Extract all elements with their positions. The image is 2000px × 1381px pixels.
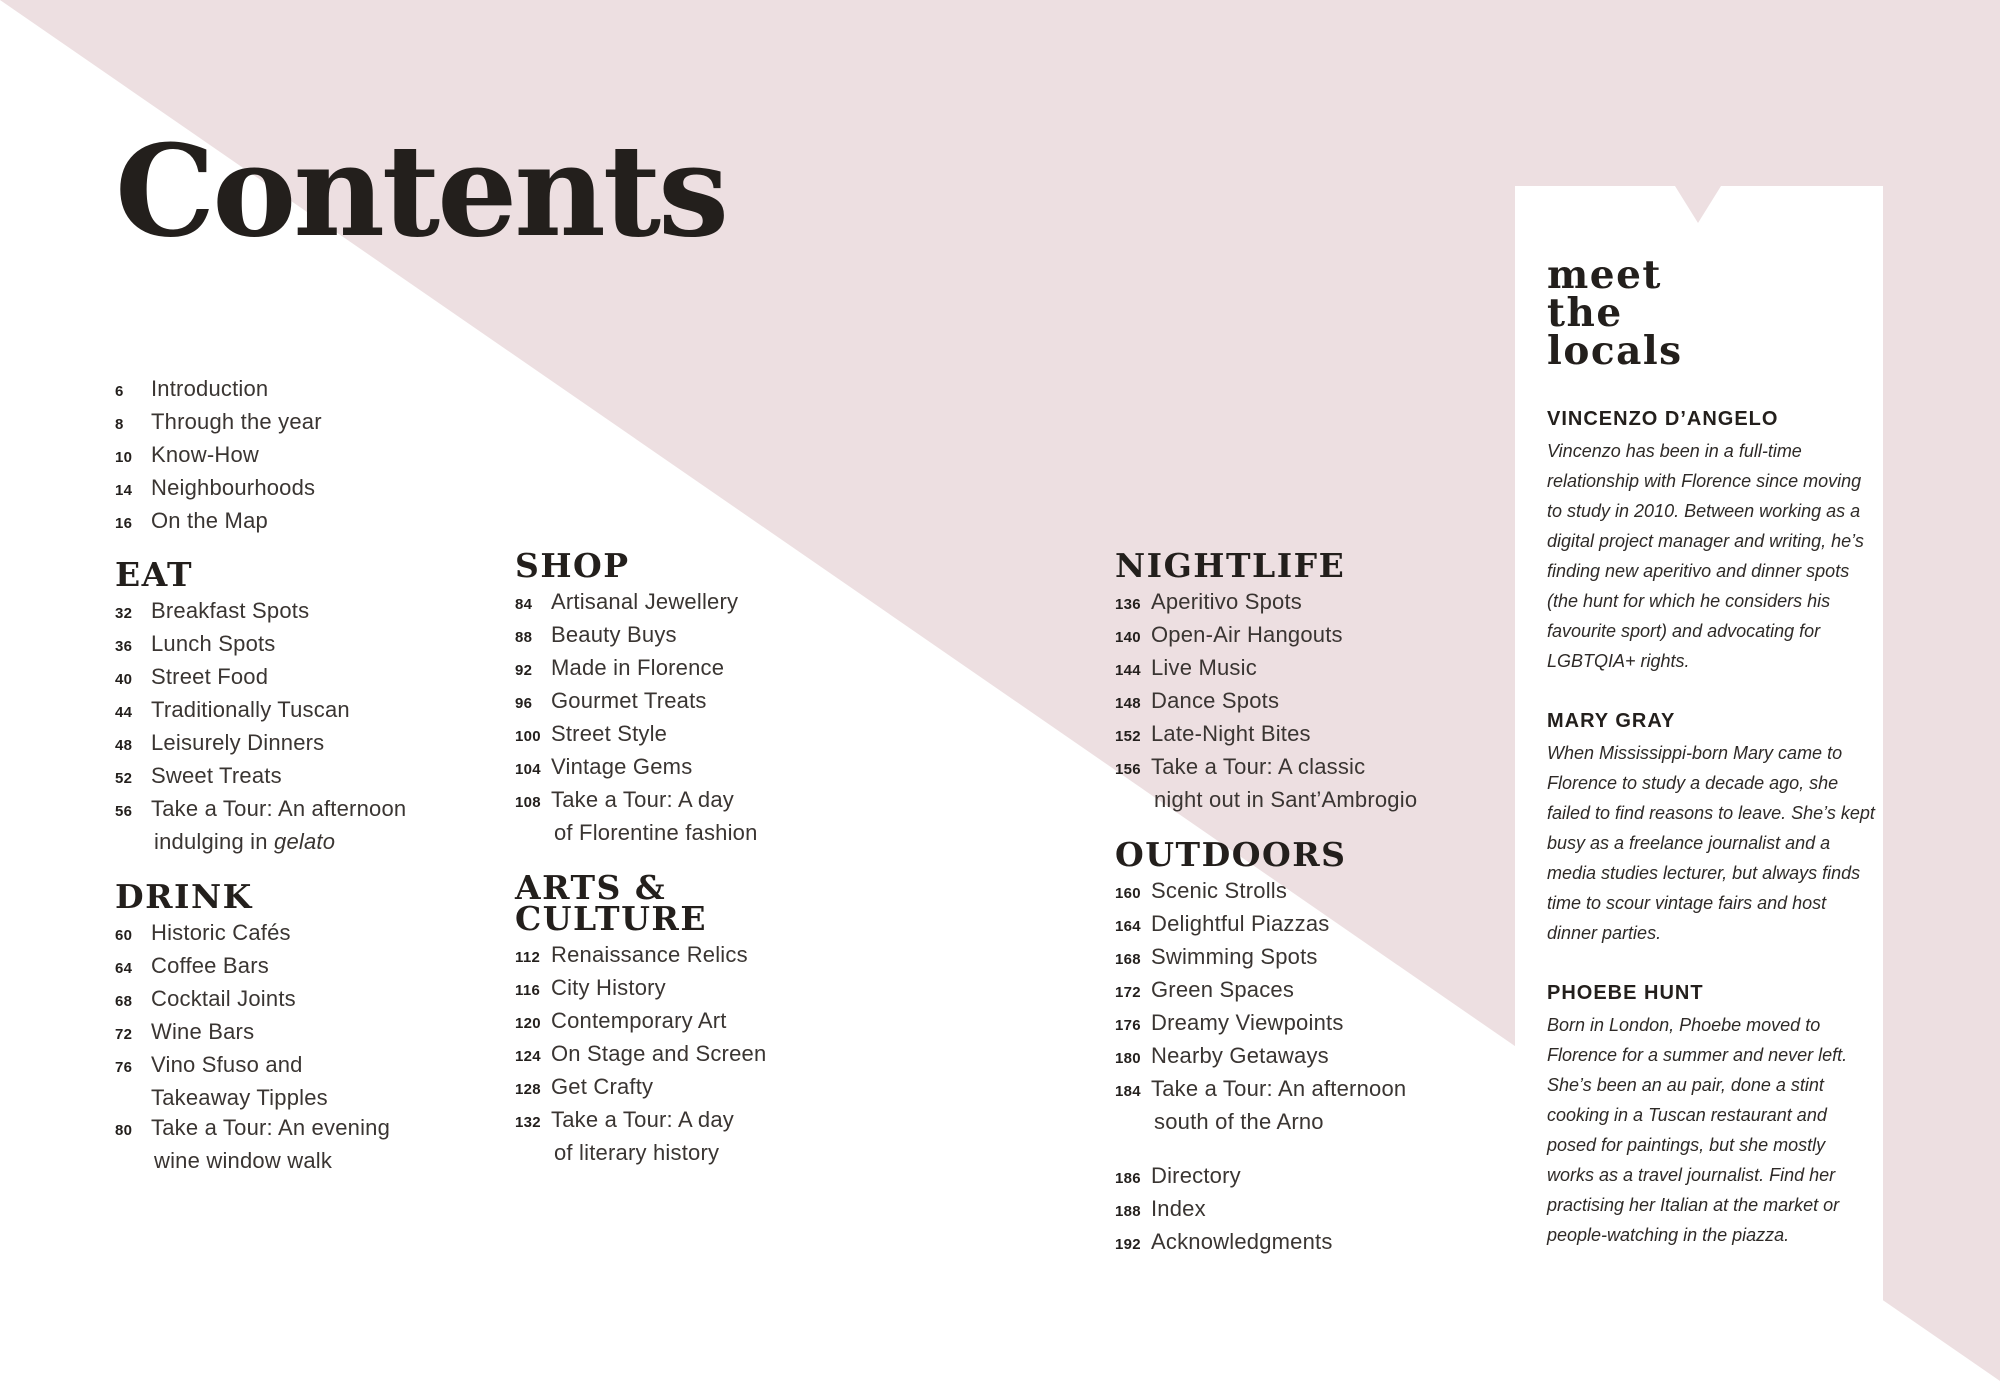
entry-label: Vintage Gems (551, 754, 693, 779)
page-number: 104 (515, 761, 541, 778)
toc-entry[interactable] (515, 686, 766, 719)
entry-label: Leisurely Dinners (151, 730, 325, 755)
toc-entry[interactable] (515, 1039, 766, 1072)
entry-label: Lunch Spots (151, 631, 276, 656)
intro-list (115, 374, 406, 539)
local-profile (1547, 406, 1877, 676)
entry-label-continued: south of the Arno (1154, 1109, 1324, 1134)
page-number: 128 (515, 1081, 541, 1098)
toc-entry[interactable] (1115, 1227, 1417, 1260)
toc-entry-continuation (115, 1146, 406, 1176)
entry-label: Sweet Treats (151, 763, 282, 788)
toc-entry[interactable] (115, 440, 406, 473)
toc-entry[interactable] (115, 1113, 406, 1146)
entry-label: Get Crafty (551, 1074, 654, 1099)
page-number: 76 (115, 1059, 133, 1076)
entry-label: On Stage and Screen (551, 1041, 767, 1066)
entry-label: Through the year (151, 409, 322, 434)
toc-entry[interactable] (115, 629, 406, 662)
heading-line: CULTURE (515, 899, 707, 938)
page-number: 120 (515, 1015, 541, 1032)
page-number: 188 (1115, 1203, 1141, 1220)
continuation-text: indulging in (154, 829, 275, 854)
entry-label: Contemporary Art (551, 1008, 727, 1033)
heading-line: locals (1547, 328, 1683, 374)
page-number: 56 (115, 803, 133, 820)
page-number: 84 (515, 596, 533, 613)
heading-line: ARTS & (515, 868, 667, 907)
toc-entry[interactable] (515, 620, 766, 653)
contents-column-1 (115, 374, 406, 1200)
entry-label: Renaissance Relics (551, 942, 748, 967)
page-number: 152 (1115, 728, 1141, 745)
toc-entry[interactable] (515, 653, 766, 686)
toc-entry[interactable] (1115, 1194, 1417, 1227)
entry-label: Directory (1151, 1163, 1241, 1188)
entry-label: Gourmet Treats (551, 688, 707, 713)
local-name: MARY GRAY (1547, 710, 1676, 732)
page-number: 124 (515, 1048, 541, 1065)
toc-entry[interactable] (1115, 909, 1417, 942)
entry-label: Acknowledgments (1151, 1229, 1333, 1254)
entry-label: Take a Tour: An afternoon (1151, 1076, 1407, 1101)
toc-entry[interactable] (1115, 587, 1417, 620)
toc-entry[interactable] (515, 1105, 766, 1138)
toc-entry[interactable] (115, 951, 406, 984)
entry-label-continued: night out in Sant’Ambrogio (1154, 787, 1418, 812)
page-number: 36 (115, 638, 133, 655)
toc-entry[interactable] (1115, 1041, 1417, 1074)
toc-entry[interactable] (115, 473, 406, 506)
entry-label: Breakfast Spots (151, 598, 310, 623)
local-bio: Born in London, Phoebe moved to Florence for a summer and never left. She’s been an au pair, done a stint cooking in a Tuscan restaurant and posed for paintings, but she mostly works as a travel journalist. Find her practising her Italian at the market or people-watching in the piazza. (1547, 1015, 1848, 1245)
page-number: 16 (115, 515, 133, 532)
page-number: 172 (1115, 984, 1141, 1001)
entry-label: Index (1151, 1196, 1206, 1221)
entry-label: Dance Spots (1151, 688, 1280, 713)
entry-label-continued (154, 827, 335, 857)
page-number: 52 (115, 770, 133, 787)
toc-entry[interactable] (115, 374, 406, 407)
entry-label: Historic Cafés (151, 920, 291, 945)
local-profile (1547, 980, 1877, 1250)
entry-label: Dreamy Viewpoints (1151, 1010, 1344, 1035)
toc-entry[interactable] (1115, 942, 1417, 975)
nightlife-section (1115, 546, 1418, 815)
toc-entry[interactable] (515, 973, 766, 1006)
toc-entry-continuation (515, 1138, 766, 1168)
entry-label: Know-How (151, 442, 259, 467)
entry-label: Take a Tour: A classic (1151, 754, 1366, 779)
entry-label: Artisanal Jewellery (551, 589, 739, 614)
entry-label: Street Food (151, 664, 269, 689)
toc-entry[interactable] (1115, 686, 1417, 719)
page-number: 192 (1115, 1236, 1141, 1253)
local-name: VINCENZO D’ANGELO (1547, 408, 1779, 430)
entry-label: Open-Air Hangouts (1151, 622, 1343, 647)
section-heading-drink: DRINK (115, 877, 253, 916)
entry-label: Delightful Piazzas (1151, 911, 1330, 936)
meet-the-locals-heading (1547, 252, 1683, 374)
section-heading-nightlife: NIGHTLIFE (1115, 546, 1346, 585)
drink-section (115, 877, 406, 1176)
locals-list (1547, 406, 1877, 1282)
page-number: 10 (115, 449, 133, 466)
section-heading-eat: EAT (115, 555, 194, 594)
page-number: 68 (115, 993, 133, 1010)
toc-entry-continuation (115, 827, 406, 857)
page-number: 186 (1115, 1170, 1141, 1187)
toc-entry-continuation (1115, 785, 1417, 815)
toc-entry[interactable] (115, 506, 406, 539)
toc-entry[interactable] (115, 794, 406, 827)
entry-label-continued: of literary history (554, 1140, 720, 1165)
entry-label: Take a Tour: A day (551, 1107, 734, 1132)
toc-entry[interactable] (1115, 1161, 1417, 1194)
entry-label: Beauty Buys (551, 622, 677, 647)
page-number: 60 (115, 927, 133, 944)
page-number: 112 (515, 949, 541, 966)
back-matter-list (1115, 1161, 1417, 1260)
page-number: 40 (115, 671, 133, 688)
entry-label: Cocktail Joints (151, 986, 296, 1011)
toc-entry[interactable] (115, 1050, 406, 1083)
entry-label-continued: of Florentine fashion (554, 820, 758, 845)
entry-label: City History (551, 975, 666, 1000)
meet-the-locals-panel (1515, 186, 1883, 1306)
toc-entry[interactable] (515, 1072, 766, 1105)
entry-label: Scenic Strolls (1151, 878, 1288, 903)
entry-label: Take a Tour: An afternoon (151, 796, 407, 821)
page-number: 160 (1115, 885, 1141, 902)
toc-entry[interactable] (115, 918, 406, 951)
entry-label: Introduction (151, 376, 269, 401)
entry-label: Aperitivo Spots (1151, 589, 1302, 614)
page-title: Contents (115, 117, 727, 265)
toc-entry[interactable] (1115, 752, 1417, 785)
page-number: 148 (1115, 695, 1141, 712)
page-number: 88 (515, 629, 533, 646)
section-heading-shop: SHOP (515, 546, 630, 585)
contents-column-2 (515, 546, 767, 1192)
entry-label: Swimming Spots (1151, 944, 1318, 969)
toc-entry[interactable] (115, 407, 406, 440)
eat-section (115, 555, 407, 857)
page-number: 140 (1115, 629, 1141, 646)
entry-label: Vino Sfuso and (151, 1052, 303, 1077)
entry-label: Coffee Bars (151, 953, 269, 978)
page-number: 132 (515, 1114, 541, 1131)
page-number: 32 (115, 605, 133, 622)
entry-label-continued: wine window walk (154, 1148, 333, 1173)
entry-label: Made in Florence (551, 655, 725, 680)
toc-entry-continuation (515, 818, 766, 848)
page-number: 176 (1115, 1017, 1141, 1034)
page-number: 48 (115, 737, 133, 754)
page-number: 180 (1115, 1050, 1141, 1067)
toc-entry[interactable] (515, 785, 766, 818)
toc-entry[interactable] (515, 719, 766, 752)
arts-culture-section (515, 868, 767, 1168)
toc-entry[interactable] (515, 587, 766, 620)
page-number: 144 (1115, 662, 1141, 679)
entry-label-continued: Takeaway Tipples (151, 1085, 328, 1110)
page-number: 72 (115, 1026, 133, 1043)
entry-label: Nearby Getaways (1151, 1043, 1329, 1068)
entry-label: Green Spaces (1151, 977, 1295, 1002)
page-number: 136 (1115, 596, 1141, 613)
section-heading-arts-culture (515, 868, 766, 938)
entry-label: Neighbourhoods (151, 475, 316, 500)
page-number: 80 (115, 1122, 133, 1139)
page-number: 184 (1115, 1083, 1141, 1100)
heading-line: meet (1547, 252, 1662, 298)
page-number: 64 (115, 960, 133, 977)
entry-label: Live Music (1151, 655, 1257, 680)
page-number: 116 (515, 982, 541, 999)
toc-entry[interactable] (515, 752, 766, 785)
local-name: PHOEBE HUNT (1547, 982, 1704, 1004)
toc-entry[interactable] (1115, 653, 1417, 686)
local-bio: When Mississippi-born Mary came to Florence to study a decade ago, she failed to find reasons to leave. She’s kept busy as a freelance journalist and a media studies lecturer, but always finds time to scour vintage fairs and host dinner parties. (1547, 743, 1875, 943)
toc-entry[interactable] (1115, 876, 1417, 909)
page-number: 168 (1115, 951, 1141, 968)
entry-label: Late-Night Bites (1151, 721, 1311, 746)
entry-label: Street Style (551, 721, 668, 746)
toc-entry[interactable] (115, 596, 406, 629)
toc-entry[interactable] (115, 1017, 406, 1050)
toc-entry[interactable] (1115, 719, 1417, 752)
page-number: 108 (515, 794, 541, 811)
page-number: 44 (115, 704, 133, 721)
page-number: 164 (1115, 918, 1141, 935)
page-number: 156 (1115, 761, 1141, 778)
page-number: 6 (115, 383, 124, 400)
entry-label: Take a Tour: An evening (151, 1115, 391, 1140)
toc-entry[interactable] (1115, 1074, 1417, 1107)
toc-entry[interactable] (1115, 620, 1417, 653)
toc-entry-continuation (1115, 1107, 1417, 1137)
shop-section (515, 546, 766, 848)
toc-entry[interactable] (115, 728, 406, 761)
page-number: 14 (115, 482, 133, 499)
contents-column-3 (1115, 546, 1418, 1284)
toc-entry[interactable] (115, 662, 406, 695)
page-number: 8 (115, 416, 124, 433)
toc-entry[interactable] (115, 695, 406, 728)
entry-label: Wine Bars (151, 1019, 255, 1044)
toc-entry[interactable] (1115, 975, 1417, 1008)
page-number: 100 (515, 728, 541, 745)
entry-label: Take a Tour: A day (551, 787, 734, 812)
continuation-italic-text: gelato (274, 829, 336, 854)
page-number: 96 (515, 695, 533, 712)
local-profile (1547, 708, 1877, 948)
page-number: 92 (515, 662, 533, 679)
toc-entry-continuation (115, 1083, 406, 1113)
toc-entry[interactable] (115, 761, 406, 794)
toc-entry[interactable] (115, 984, 406, 1017)
toc-entry[interactable] (515, 940, 766, 973)
entry-label: Traditionally Tuscan (151, 697, 350, 722)
heading-line: the (1547, 290, 1623, 336)
toc-entry[interactable] (515, 1006, 766, 1039)
outdoors-section (1115, 835, 1417, 1137)
entry-label: On the Map (151, 508, 268, 533)
toc-entry[interactable] (1115, 1008, 1417, 1041)
section-heading-outdoors: OUTDOORS (1115, 835, 1347, 874)
local-bio: Vincenzo has been in a full-time relationship with Florence since moving to study in 2010. Between working as a digital project manager and writing, he’s finding new aperitivo and dinner spots (the hunt for which he considers his favourite sport) and advocating for LGBTQIA+ rights. (1547, 441, 1864, 671)
